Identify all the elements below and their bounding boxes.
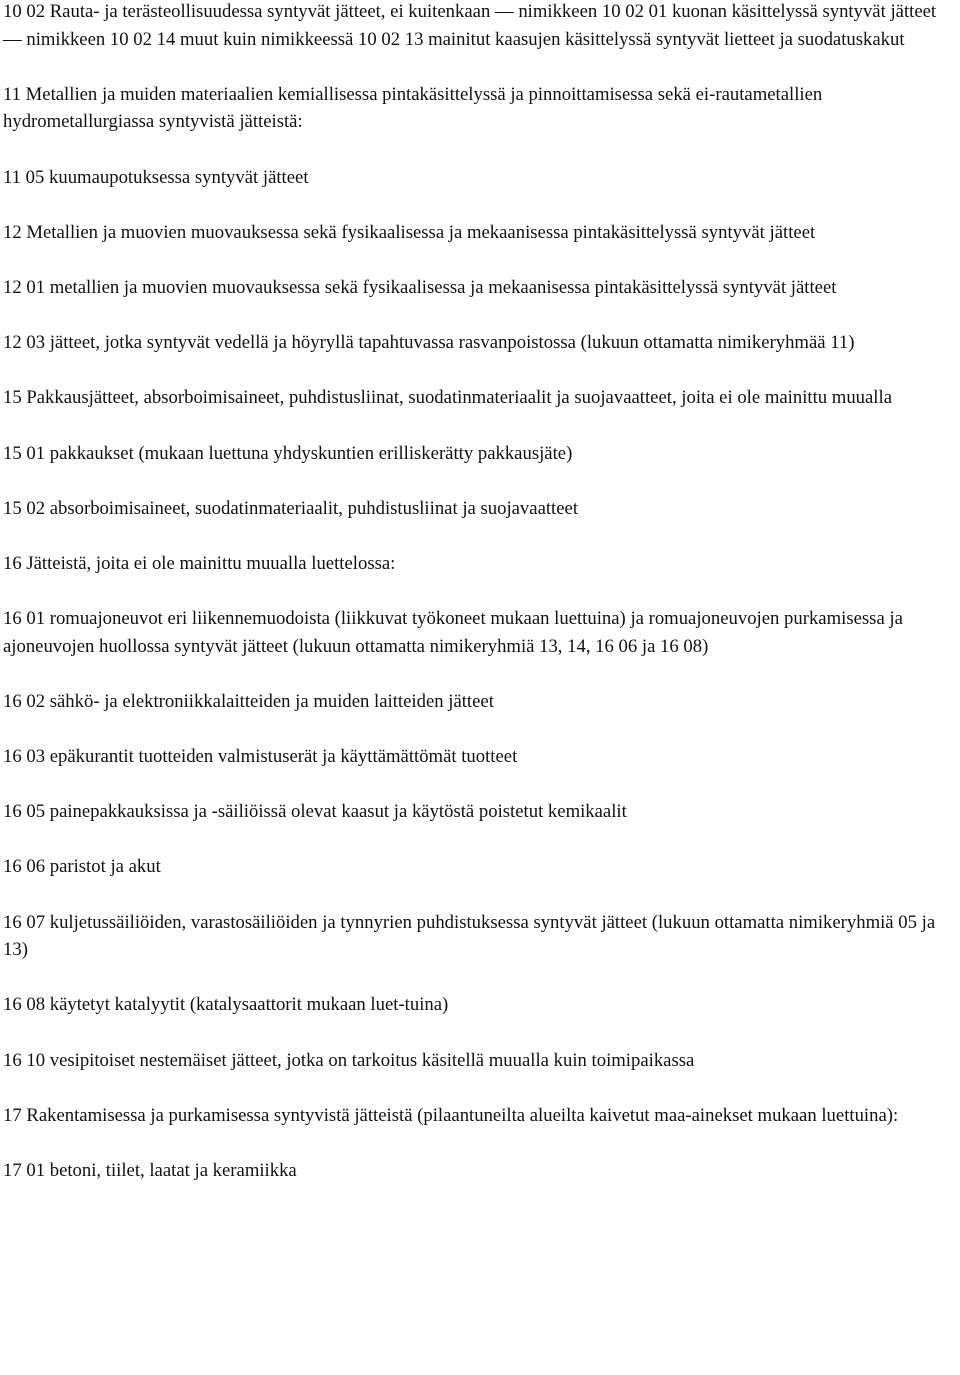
entry-16-02: 16 02 sähkö- ja elektroniikkalaitteiden ja muiden laitteiden jätteet bbox=[3, 690, 494, 712]
entry-16-01: 16 01 romuajoneuvot eri liikennemuodoista (liikkuvat työkoneet mukaan luettuina) ja romuajoneuvojen purkamisessa ja ajoneuvojen huollossa syntyvät jätteet (lukuun ottamatta nimikeryhmiä 13, 14, 16 06 ja 16 08) bbox=[3, 608, 903, 657]
entry-17-heading: 17 Rakentamisessa ja purkamisessa syntyvistä jätteistä (pilaantuneilta alueilta kaivetut maa-ainekset mukaan luettuina): bbox=[3, 1104, 899, 1126]
entry-12-03: 12 03 jätteet, jotka syntyvät vedellä ja höyryllä tapahtuvassa rasvanpoistossa (lukuun ottamatta nimikeryhmää 11) bbox=[3, 332, 855, 354]
document-body bbox=[3, 0, 958, 1212]
entry-15-heading: 15 Pakkausjätteet, absorboimisaineet, puhdistusliinat, suodatinmateriaalit ja suojavaatteet, joita ei ole mainittu muualla bbox=[3, 387, 892, 409]
entry-15-02: 15 02 absorboimisaineet, suodatinmateriaalit, puhdistusliinat ja suojavaatteet bbox=[3, 497, 579, 519]
entry-16-heading: 16 Jätteistä, joita ei ole mainittu muualla luettelossa: bbox=[3, 552, 396, 574]
entry-16-08: 16 08 käytetyt katalyytit (katalysaattorit mukaan luet-tuina) bbox=[3, 994, 449, 1016]
entry-16-05: 16 05 painepakkauksissa ja -säiliöissä olevat kaasut ja käytöstä poistetut kemikaalit bbox=[3, 801, 627, 823]
entry-11-05: 11 05 kuumaupotuksessa syntyvät jätteet bbox=[3, 166, 309, 188]
entry-12-heading: 12 Metallien ja muovien muovauksessa sekä fysikaalisessa ja mekaanisessa pintakäsittelyssä syntyvät jätteet bbox=[3, 221, 816, 243]
entry-16-06: 16 06 paristot ja akut bbox=[3, 856, 161, 878]
entry-12-01: 12 01 metallien ja muovien muovauksessa sekä fysikaalisessa ja mekaanisessa pintakäsittelyssä syntyvät jätteet bbox=[3, 276, 837, 298]
entry-17-01: 17 01 betoni, tiilet, laatat ja keramiikka bbox=[3, 1159, 297, 1181]
entry-16-10: 16 10 vesipitoiset nestemäiset jätteet, jotka on tarkoitus käsitellä muualla kuin toimipaikassa bbox=[3, 1049, 695, 1071]
entry-16-03: 16 03 epäkurantit tuotteiden valmistuserät ja käyttämättömät tuotteet bbox=[3, 746, 518, 768]
entry-11-heading: 11 Metallien ja muiden materiaalien kemiallisessa pintakäsittelyssä ja pinnoittamisessa sekä ei-rautametallien hydrometallurgiassa syntyvistä jätteistä: bbox=[3, 83, 823, 133]
entry-10-02: 10 02 Rauta- ja terästeollisuudessa syntyvät jätteet, ei kuitenkaan — nimikkeen 10 02 01 kuonan käsittelyssä syntyvät jätteet — nimikkeen 10 02 14 muut kuin nimikkeessä 10 02 13 mainitut kaasujen käsittelyssä syntyvät lietteet ja suodatuskakut bbox=[3, 1, 937, 50]
entry-15-01: 15 01 pakkaukset (mukaan luettuna yhdyskuntien erilliskerätty pakkausjäte) bbox=[3, 442, 573, 464]
entry-16-07: 16 07 kuljetussäiliöiden, varastosäiliöiden ja tynnyrien puhdistuksessa syntyvät jätteet (lukuun ottamatta nimikeryhmiä 05 ja 13) bbox=[3, 911, 936, 961]
